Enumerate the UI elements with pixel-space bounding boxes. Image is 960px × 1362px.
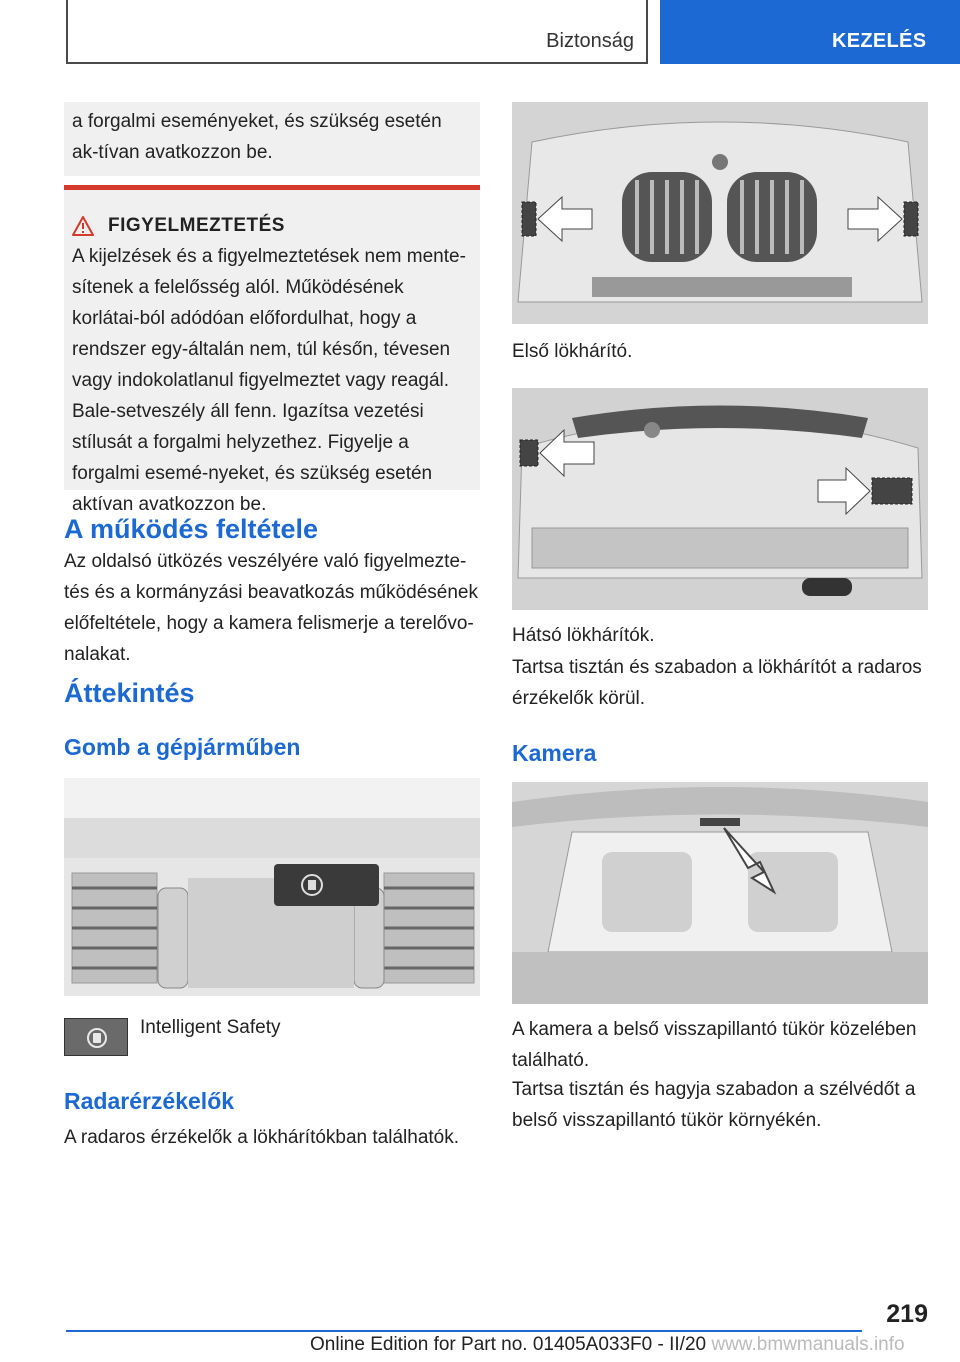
rear-bumper-image [512, 388, 928, 610]
intro-box [64, 102, 480, 176]
camera-caption: A kamera a belső visszapillantó tükör közelében található. [512, 1019, 917, 1071]
dashboard-button-image [64, 778, 480, 996]
header-chapter-tab: KEZELÉS [660, 0, 960, 64]
page-number: 219 [886, 1300, 928, 1328]
button-caption: Intelligent Safety [140, 1017, 281, 1038]
heading-overview: Áttekintés [64, 678, 195, 708]
conditions-text: Az oldalsó ütközés veszélyére való figyelmezte-tés és a kormányzási beavatkozás működésének előfeltétele, hogy a kamera felismerje a terelővo-nalakat. [64, 551, 478, 665]
footer-rule [66, 1330, 862, 1332]
intro-text: a forgalmi eseményeket, és szükség esetén ak-tívan avatkozzon be. [72, 111, 442, 163]
header-section-title: Biztonság [546, 30, 634, 52]
front-bumper-caption: Első lökhárító. [512, 341, 633, 362]
bumper-note: Tartsa tisztán és szabadon a lökhárítót a radaros érzékelők körül. [512, 657, 922, 709]
camera-note: Tartsa tisztán és hagyja szabadon a szélvédőt a belső visszapillantó tükör környékén. [512, 1079, 916, 1131]
footer-site: www.bmwmanuals.info [711, 1334, 905, 1355]
radar-text: A radaros érzékelők a lökhárítókban találhatók. [64, 1127, 460, 1148]
header-frame [66, 0, 648, 64]
heading-radar: Radarérzékelők [64, 1088, 235, 1114]
camera-image [512, 782, 928, 1004]
warning-body: A kijelzések és a figyelmeztetések nem mente-sítenek a felelősség alól. Működésének korlátai-ból adódóan előfordulhat, hogy a rendszer egy-általán nem, túl későn, tévesen vagy indokolatlanul figyelmeztet vagy reagál. Bale-setveszély áll fenn. Igazítsa vezetési stílusát a forgalmi helyzethez. Figyelje a forgalmi esemé-nyeket, és szükség esetén aktívan avatkozzon be. [72, 246, 466, 515]
warning-title: FIGYELMEZTETÉS [108, 215, 285, 236]
warning-title-row [72, 210, 472, 241]
front-bumper-image [512, 102, 928, 324]
footer-edition-line [310, 1334, 905, 1356]
warning-triangle-icon [72, 216, 94, 236]
footer-edition: Online Edition for Part no. 01405A033F0 - II/20 [310, 1334, 707, 1355]
rear-bumper-caption: Hátsó lökhárítók. [512, 625, 655, 646]
intelligent-safety-button-icon [64, 1018, 128, 1056]
heading-conditions: A működés feltétele [64, 514, 319, 544]
heading-camera: Kamera [512, 740, 597, 766]
subheading-button: Gomb a gépjárműben [64, 734, 301, 760]
warning-box [64, 185, 480, 515]
